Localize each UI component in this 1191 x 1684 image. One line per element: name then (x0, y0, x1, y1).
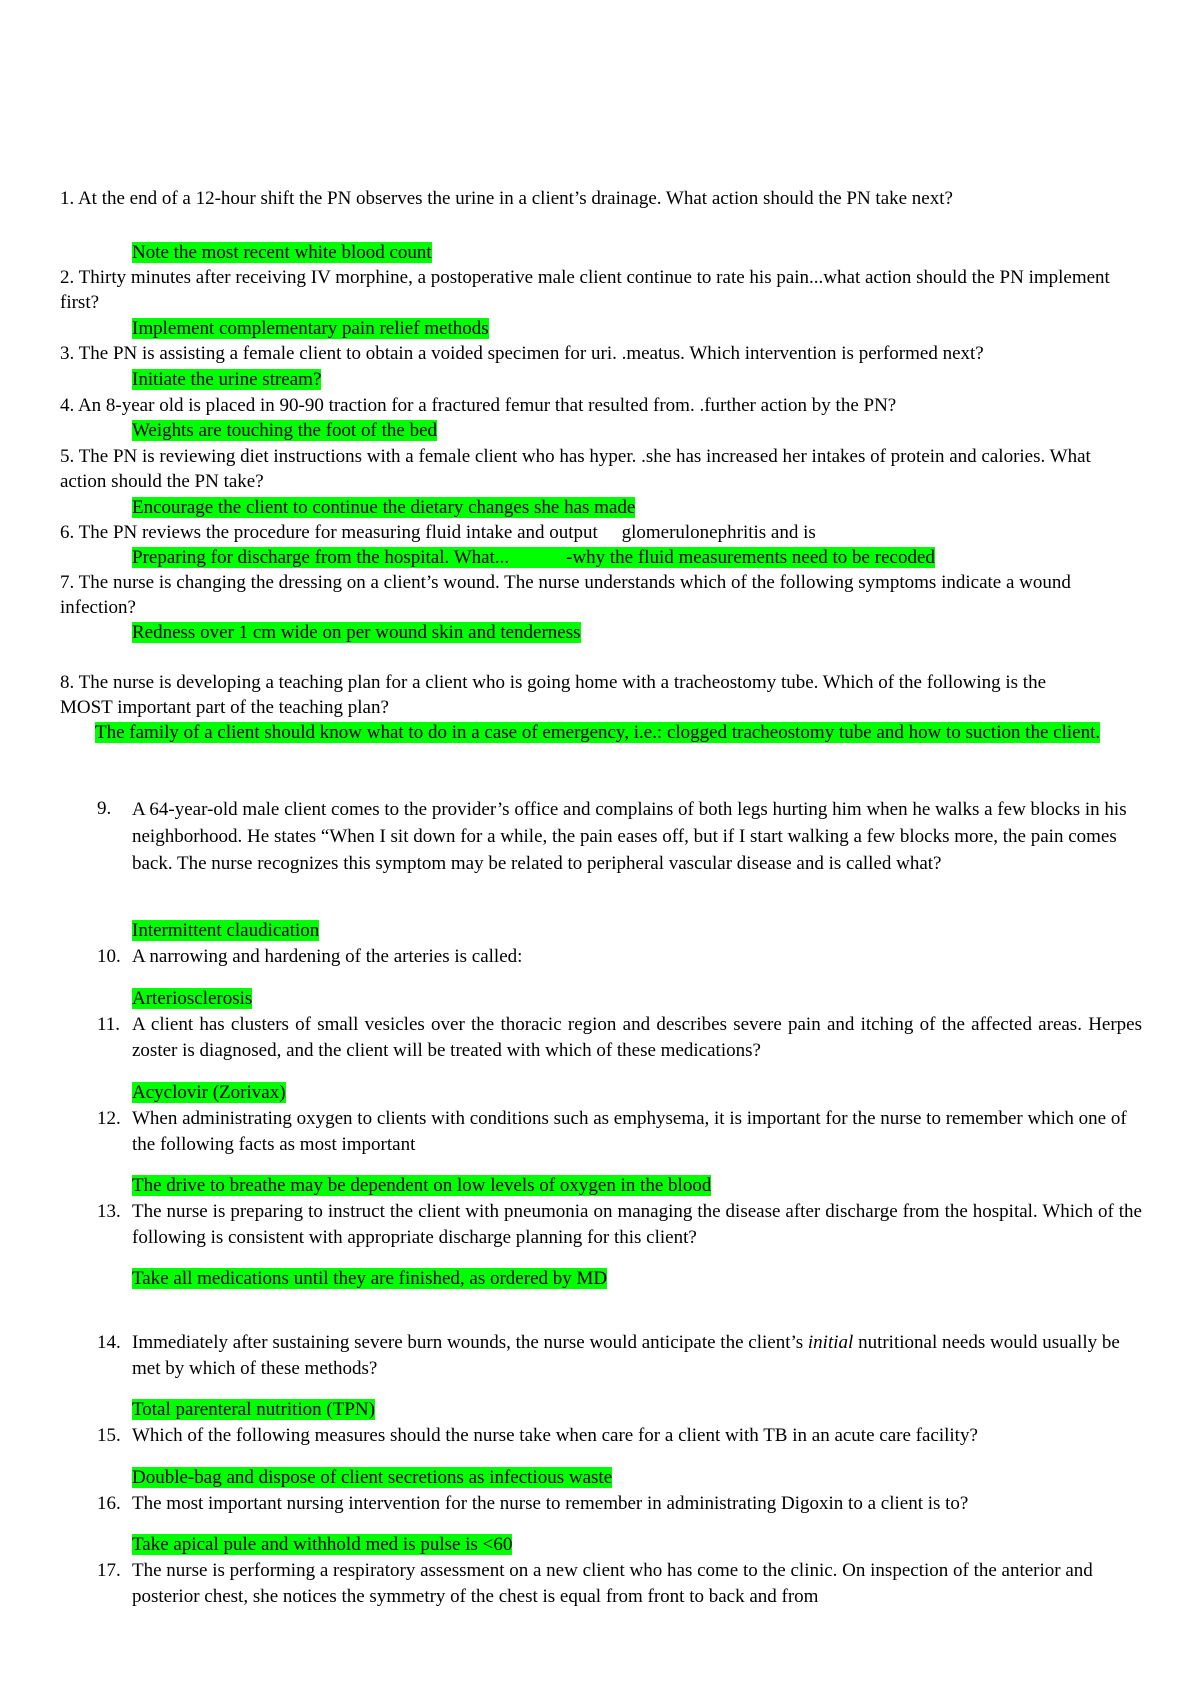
question-12-number: 12. (97, 1108, 121, 1129)
question-7: 7. The nurse is changing the dressing on a client’s wound. The nurse understands which of the following symptoms indicate a wound infection? (60, 572, 1071, 618)
question-9-number: 9. (97, 798, 112, 819)
answer-9: Intermittent claudication (132, 920, 320, 941)
answer-13: Take all medications until they are finished, as ordered by MD (132, 1268, 608, 1289)
question-11: A client has clusters of small vesicles over the thoracic region and describes severe pain and itching of the affected areas. Herpes zoster is diagnosed, and the client will be treated with which of these medications? (132, 1014, 1142, 1061)
question-14-number: 14. (97, 1332, 121, 1353)
question-17: The nurse is performing a respiratory assessment on a new client who has come to the clinic. On inspection of the anterior and posterior chest, she notices the symmetry of the chest is equal from front to back and from (132, 1560, 1093, 1607)
question-11-number: 11. (97, 1014, 121, 1035)
question-10: A narrowing and hardening of the arteries is called: (132, 946, 523, 967)
question-15-number: 15. (97, 1425, 121, 1446)
question-16: The most important nursing intervention for the nurse to remember in administrating Digoxin to a client is to? (132, 1493, 969, 1514)
question-10-number: 10. (97, 946, 121, 967)
question-17-number: 17. (97, 1560, 121, 1581)
question-9: A 64-year-old male client comes to the provider’s office and complains of both legs hurting him when he walks a few blocks in his neighborhood. He states “When I sit down for a while, the pain eases off, but if I start walking a few blocks more, the pain comes back. The nurse recognizes this symptom may be related to peripheral vascular disease and is called what? (132, 799, 1127, 874)
emphasis-initial: initial (807, 1332, 854, 1353)
answer-4: Weights are touching the foot of the bed (132, 420, 438, 441)
answer-12: The drive to breathe may be dependent on low levels of oxygen in the blood (132, 1175, 712, 1196)
question-13: The nurse is preparing to instruct the client with pneumonia on managing the disease after discharge from the hospital. Which of the following is consistent with appropriate discharge planning for this client? (132, 1201, 1142, 1248)
question-1: 1. At the end of a 12-hour shift the PN observes the urine in a client’s drainage. What action should the PN take next? (60, 188, 953, 209)
answer-11: Acyclovir (Zorivax) (132, 1082, 286, 1103)
question-3: 3. The PN is assisting a female client to obtain a voided specimen for uri. .meatus. Which intervention is performed next? (60, 343, 984, 364)
question-13-number: 13. (97, 1201, 121, 1222)
answer-8: The family of a client should know what to do in a case of emergency, i.e.: clogged tracheostomy tube and how to suction the client. (95, 722, 1101, 743)
question-12: When administrating oxygen to clients with conditions such as emphysema, it is important for the nurse to remember which one of the following facts as most important (132, 1108, 1127, 1155)
answer-1: Note the most recent white blood count (132, 242, 432, 263)
answer-14: Total parenteral nutrition (TPN) (132, 1399, 375, 1420)
answer-15: Double-bag and dispose of client secretions as infectious waste (132, 1467, 613, 1488)
question-4: 4. An 8-year old is placed in 90-90 traction for a fractured femur that resulted from. .further action by the PN? (60, 395, 897, 416)
answer-16: Take apical pule and withhold med is pulse is <60 (132, 1534, 513, 1555)
question-15: Which of the following measures should the nurse take when care for a client with TB in an acute care facility? (132, 1425, 978, 1446)
answer-5: Encourage the client to continue the dietary changes she has made (132, 497, 636, 518)
answer-6: Preparing for discharge from the hospital. What... -why the fluid measurements need to be recoded (132, 547, 935, 568)
question-8: 8. The nurse is developing a teaching plan for a client who is going home with a tracheostomy tube. Which of the following is the MOST important part of the teaching plan? (60, 672, 1047, 718)
answer-10: Arteriosclerosis (132, 988, 253, 1009)
answer-3: Initiate the urine stream? (132, 369, 322, 390)
answer-7: Redness over 1 cm wide on per wound skin and tenderness (132, 622, 581, 643)
question-6: 6. The PN reviews the procedure for measuring fluid intake and output glomerulonephritis and is (60, 522, 816, 543)
question-5: 5. The PN is reviewing diet instructions with a female client who has hyper. .she has increased her intakes of protein and calories. What action should the PN take? (60, 446, 1091, 492)
question-14: Immediately after sustaining severe burn wounds, the nurse would anticipate the client’s initial nutritional needs would usually be met by which of these methods? (132, 1332, 1120, 1379)
question-16-number: 16. (97, 1493, 121, 1514)
answer-2: Implement complementary pain relief methods (132, 318, 489, 339)
question-2: 2. Thirty minutes after receiving IV morphine, a postoperative male client continue to rate his pain...what action should the PN implement first? (60, 267, 1110, 313)
